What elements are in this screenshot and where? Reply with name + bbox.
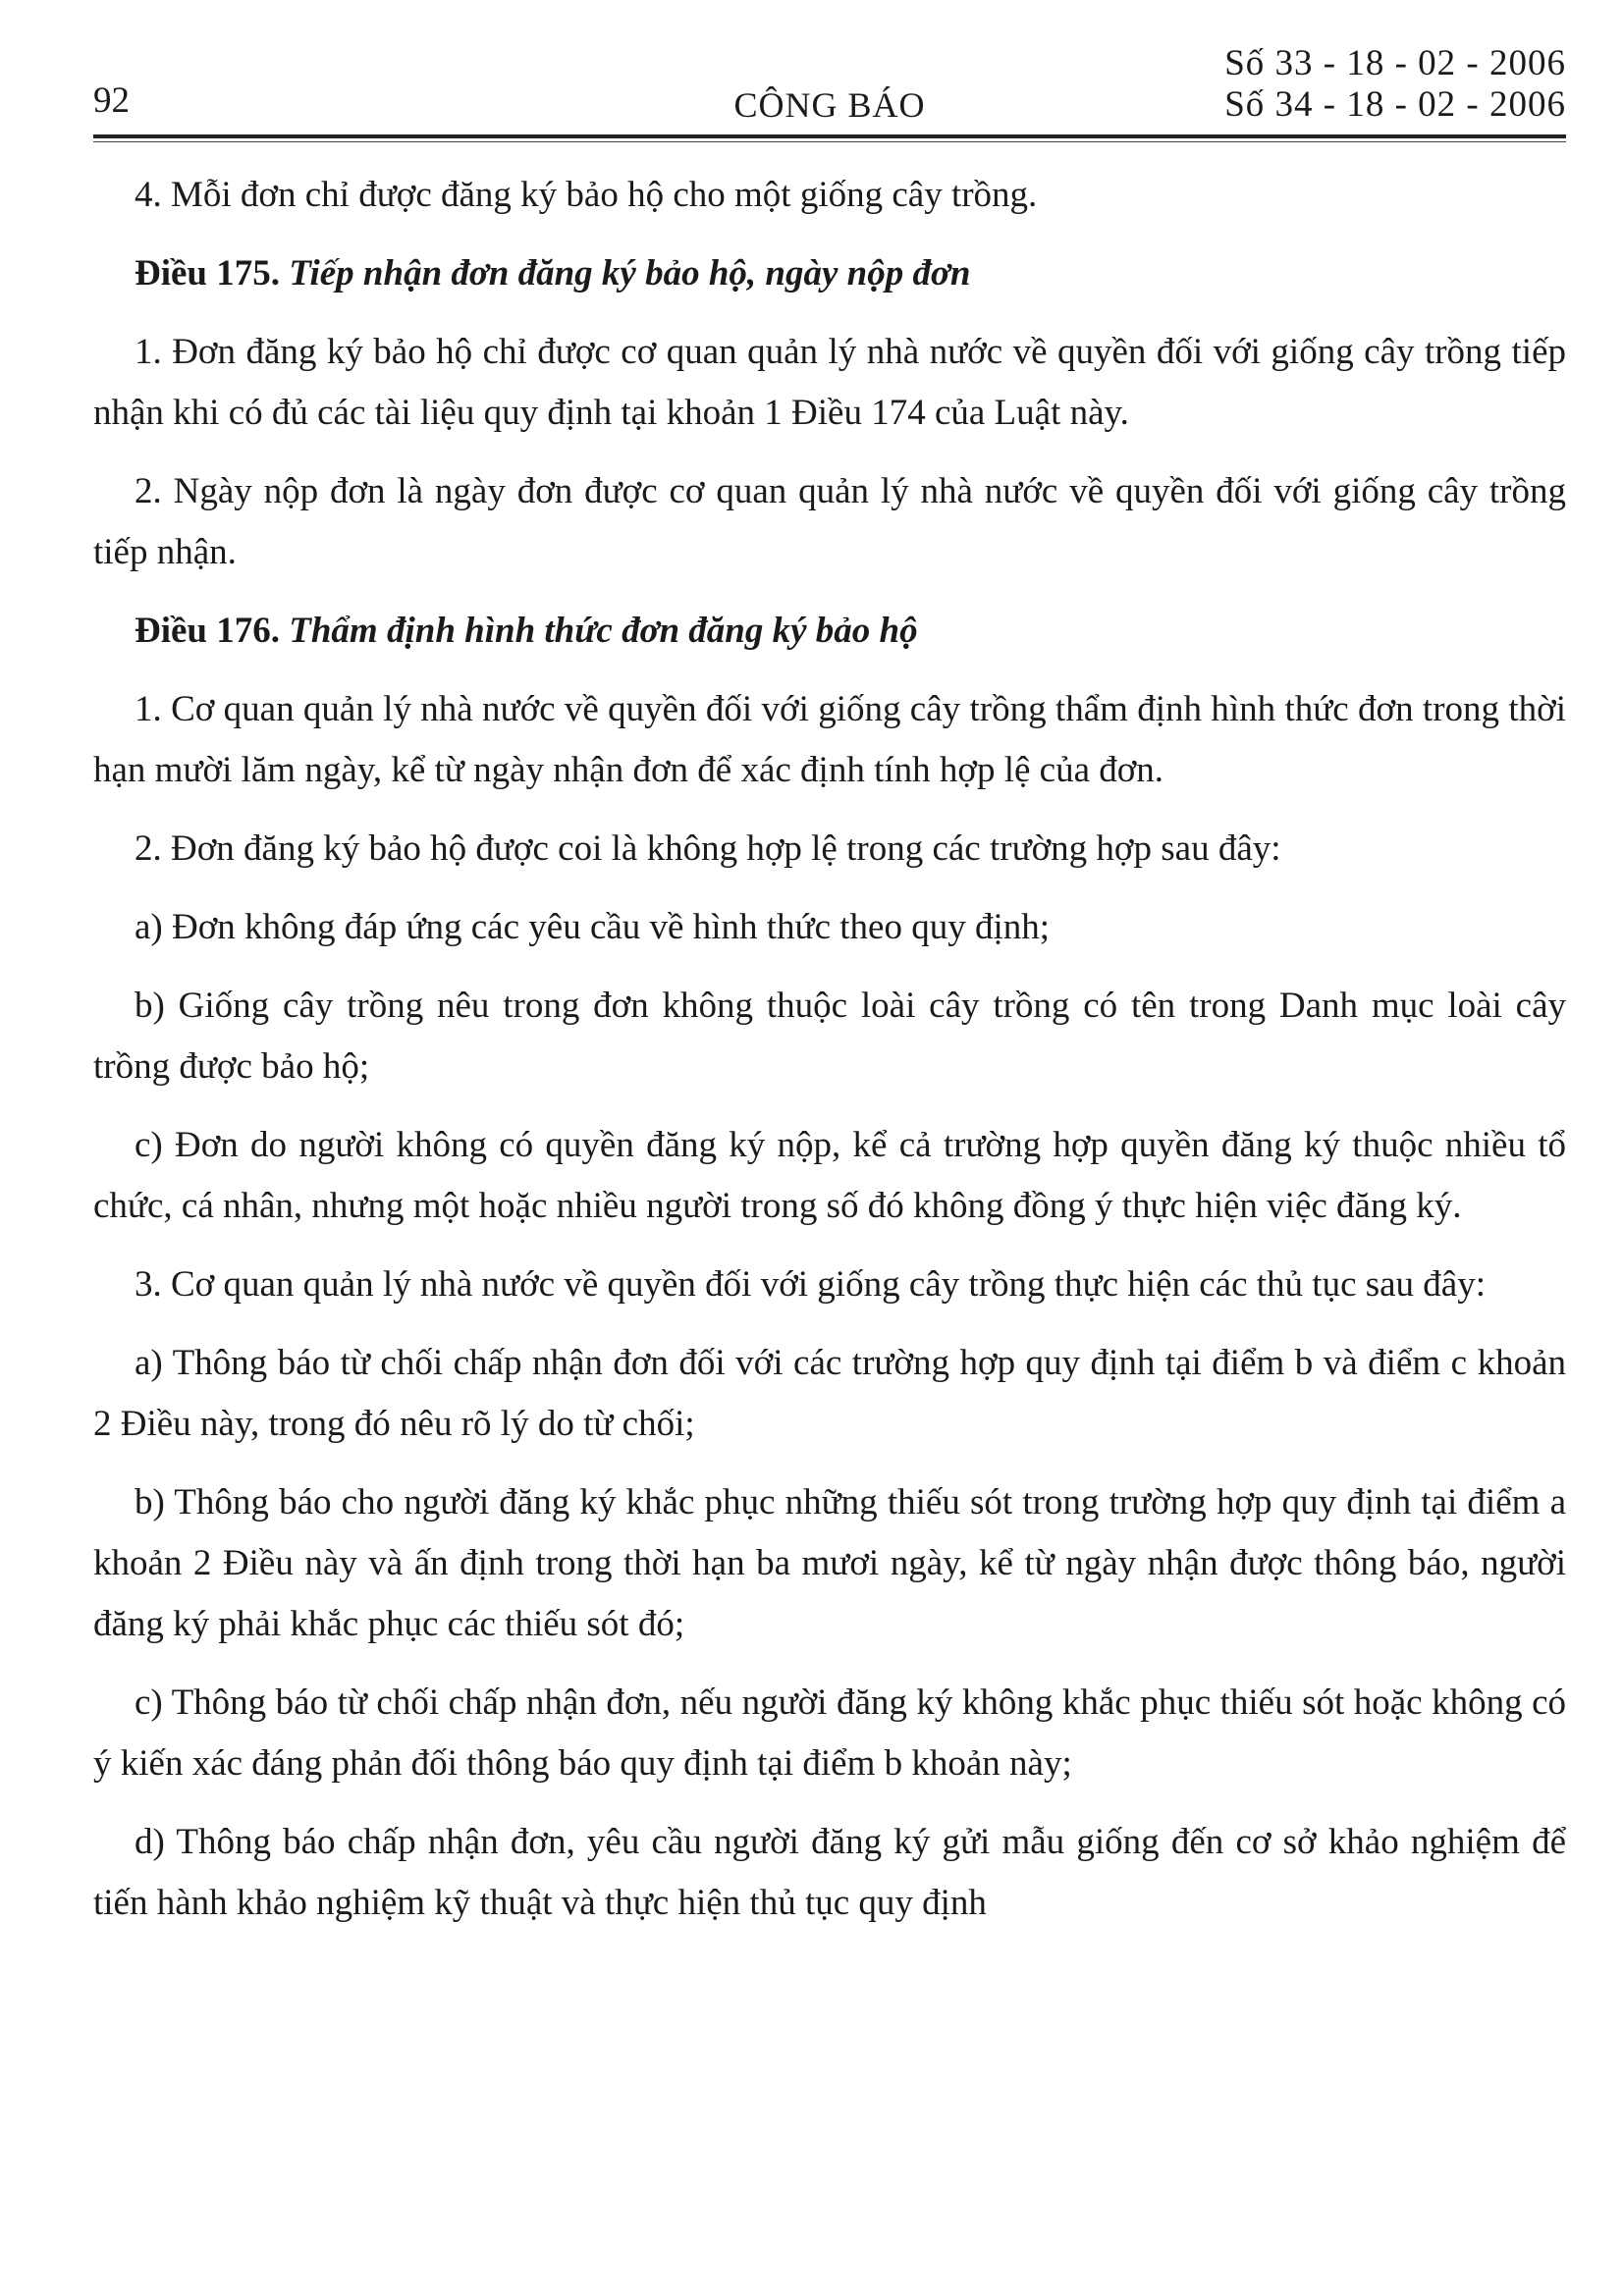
document-page [93, 39, 1566, 1923]
page-header [93, 39, 1566, 133]
article-number: Điều 176. [135, 611, 280, 651]
paragraph: d) Thông báo chấp nhận đơn, yêu cầu người đăng ký gửi mẫu giống đến cơ sở khảo nghiệm để tiến hành khảo nghiệm kỹ thuật và thực hiện thủ tục quy định [93, 1822, 1566, 1923]
paragraph: 2. Ngày nộp đơn là ngày đơn được cơ quan quản lý nhà nước về quyền đối với giống cây trồng tiếp nhận. [93, 471, 1566, 572]
article-number: Điều 175. [135, 253, 280, 294]
paragraph: c) Đơn do người không có quyền đăng ký nộp, kể cả trường hợp quyền đăng ký thuộc nhiều tổ chức, cá nhân, nhưng một hoặc nhiều người trong số đó không đồng ý thực hiện việc đăng ký. [93, 1125, 1566, 1226]
issue-number: Số 33 - 18 - 02 - 2006 [1224, 43, 1566, 83]
paragraph: 1. Đơn đăng ký bảo hộ chỉ được cơ quan quản lý nhà nước về quyền đối với giống cây trồng tiếp nhận khi có đủ các tài liệu quy định tại khoản 1 Điều 174 của Luật này. [93, 332, 1566, 433]
paragraph: b) Giống cây trồng nêu trong đơn không thuộc loài cây trồng có tên trong Danh mục loài cây trồng được bảo hộ; [93, 986, 1566, 1087]
paragraph: a) Đơn không đáp ứng các yêu cầu về hình thức theo quy định; [135, 907, 1051, 947]
header-rule-thick [93, 134, 1566, 138]
issue-number: Số 34 - 18 - 02 - 2006 [1224, 84, 1566, 125]
article-heading [93, 243, 1566, 304]
header-rule-thin [93, 141, 1566, 142]
paragraph: c) Thông báo từ chối chấp nhận đơn, nếu người đăng ký không khắc phục thiếu sót hoặc không có ý kiến xác đáng phản đối thông báo quy định tại điểm b khoản này; [93, 1682, 1566, 1784]
paragraph: a) Thông báo từ chối chấp nhận đơn đối với các trường hợp quy định tại điểm b và điểm c khoản 2 Điều này, trong đó nêu rõ lý do từ chối; [93, 1343, 1566, 1444]
article-title: Thẩm định hình thức đơn đăng ký bảo hộ [289, 611, 918, 651]
paragraph: 2. Đơn đăng ký bảo hộ được coi là không hợp lệ trong các trường hợp sau đây: [135, 828, 1281, 869]
article-heading [93, 601, 1566, 662]
issue-numbers [1224, 43, 1566, 126]
document-body [93, 165, 1566, 1951]
paragraph: b) Thông báo cho người đăng ký khắc phục những thiếu sót trong trường hợp quy định tại điểm a khoản 2 Điều này và ấn định trong thời hạn ba mươi ngày, kể từ ngày nhận được thông báo, người đăng ký phải khắc phục các thiếu sót đó; [93, 1482, 1566, 1644]
paragraph: 1. Cơ quan quản lý nhà nước về quyền đối với giống cây trồng thẩm định hình thức đơn trong thời hạn mười lăm ngày, kể từ ngày nhận đơn để xác định tính hợp lệ của đơn. [93, 689, 1566, 790]
gazette-title: CÔNG BÁO [733, 85, 926, 125]
article-title: Tiếp nhận đơn đăng ký bảo hộ, ngày nộp đơn [289, 253, 971, 294]
paragraph: 3. Cơ quan quản lý nhà nước về quyền đối với giống cây trồng thực hiện các thủ tục sau đây: [135, 1264, 1487, 1305]
paragraph: 4. Mỗi đơn chỉ được đăng ký bảo hộ cho một giống cây trồng. [135, 175, 1038, 215]
page-number: 92 [93, 80, 130, 121]
